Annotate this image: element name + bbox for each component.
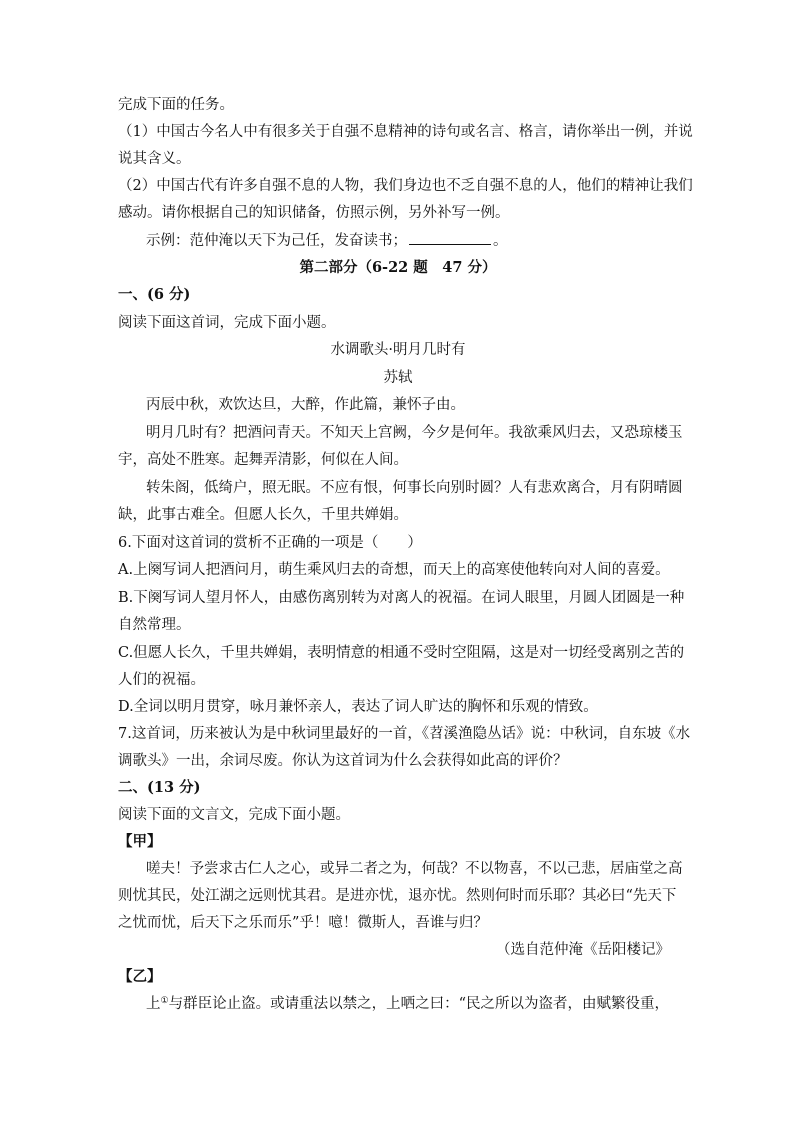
q6-option-c-line2: 人们的祝福。 (118, 672, 205, 688)
poem-stanza1-line2: 宇，高处不胜寒。起舞弄清影，何似在人间。 (118, 452, 408, 468)
passage-yi-line1 (146, 994, 678, 1014)
poem-author: 苏轼 (383, 370, 413, 386)
example-end: 。 (493, 233, 508, 249)
section2-instruction: 阅读下面的文言文，完成下面小题。 (118, 807, 350, 823)
poem-preface: 丙辰中秋，欢饮达旦，大醉，作此篇，兼怀子由。 (146, 397, 465, 413)
example-text: 示例：范仲淹以天下为己任，发奋读书； (146, 233, 407, 249)
yi-line1-start: 上 (146, 996, 161, 1012)
section1-instruction: 阅读下面这首词，完成下面小题。 (118, 315, 336, 331)
task-intro: 完成下面的任务。 (118, 97, 234, 113)
passage-jia-source: （选自范仲淹《岳阳楼记》 (496, 942, 670, 958)
passage-jia-label: 【甲】 (118, 833, 162, 850)
question-7-line1: 7.这首词，历来被认为是中秋词里最好的一首，《苕溪渔隐丛话》说：中秋词，自东坡《水 (118, 726, 691, 742)
footnote-marker: ① (160, 996, 169, 1006)
question-6: 6.下面对这首词的赏析不正确的一项是（ ） (118, 535, 422, 551)
q6-option-d: D.全词以明月贯穿，咏月兼怀亲人，表达了词人旷达的胸怀和乐观的情致。 (118, 699, 598, 715)
q6-option-b-line1: B.下阕写词人望月怀人，由感伤离别转为对离人的祝福。在词人眼里，月圆人团圆是一种 (118, 590, 685, 606)
passage-yi-label: 【乙】 (118, 968, 162, 985)
poem-stanza2-line1: 转朱阁，低绮户，照无眠。不应有恨，何事长向别时圆？人有悲欢离合，月有阴晴圆 (146, 480, 683, 496)
passage-jia-line2: 则忧其民，处江湖之远则忧其君。是进亦忧，退亦忧。然则何时而乐耶？其必曰“先天下 (118, 888, 677, 904)
task-q1-line1: （1）中国古今名人中有很多关于自强不息精神的诗句或名言、格言，请你举出一例，并说 (118, 124, 693, 140)
task-q2-line2: 感动。请你根据自己的知识储备，仿照示例，另外补写一例。 (118, 205, 510, 221)
poem-title: 水调歌头·明月几时有 (330, 342, 466, 358)
poem-stanza1-line1: 明月几时有？把酒问青天。不知天上宫阙，今夕是何年。我欲乘风归去，又恐琼楼玉 (146, 425, 683, 441)
task-q1-line2: 说其含义。 (118, 151, 191, 167)
q6-option-b-line2: 自然常理。 (118, 617, 191, 633)
poem-stanza2-line2: 缺，此事古难全。但愿人长久，千里共婵娟。 (118, 507, 408, 523)
question-7-line2: 调歌头》一出，余词尽废。你认为这首词为什么会获得如此高的评价？ (118, 753, 568, 769)
section2-heading: 二、(13 分) (118, 779, 201, 796)
q6-option-c-line1: C.但愿人长久，千里共婵娟，表明情意的相通不受时空阻隔，这是对一切经受离别之苦的 (118, 645, 685, 661)
task-q2-line1: （2）中国古代有许多自强不息的人物，我们身边也不乏自强不息的人，他们的精神让我们 (118, 178, 693, 194)
q6-option-a: A.上阕写词人把酒问月，萌生乘风归去的奇想，而天上的高寒使他转向对人间的喜爱。 (118, 562, 670, 578)
task-example (146, 230, 678, 251)
part2-heading: 第二部分（6-22 题 47 分） (299, 259, 497, 276)
passage-jia-line1: 嗟夫！予尝求古仁人之心，或异二者之为，何哉？不以物喜，不以己悲，居庙堂之高 (146, 861, 683, 877)
answer-blank[interactable] (409, 230, 491, 245)
yi-line1-rest: 与群臣论止盗。或请重法以禁之，上哂之曰：“民之所以为盗者，由赋繁役重， (168, 996, 669, 1012)
section1-heading: 一、(6 分) (118, 286, 191, 303)
passage-jia-line3: 之忧而忧，后天下之乐而乐”乎！噫！微斯人，吾谁与归？ (118, 915, 488, 931)
